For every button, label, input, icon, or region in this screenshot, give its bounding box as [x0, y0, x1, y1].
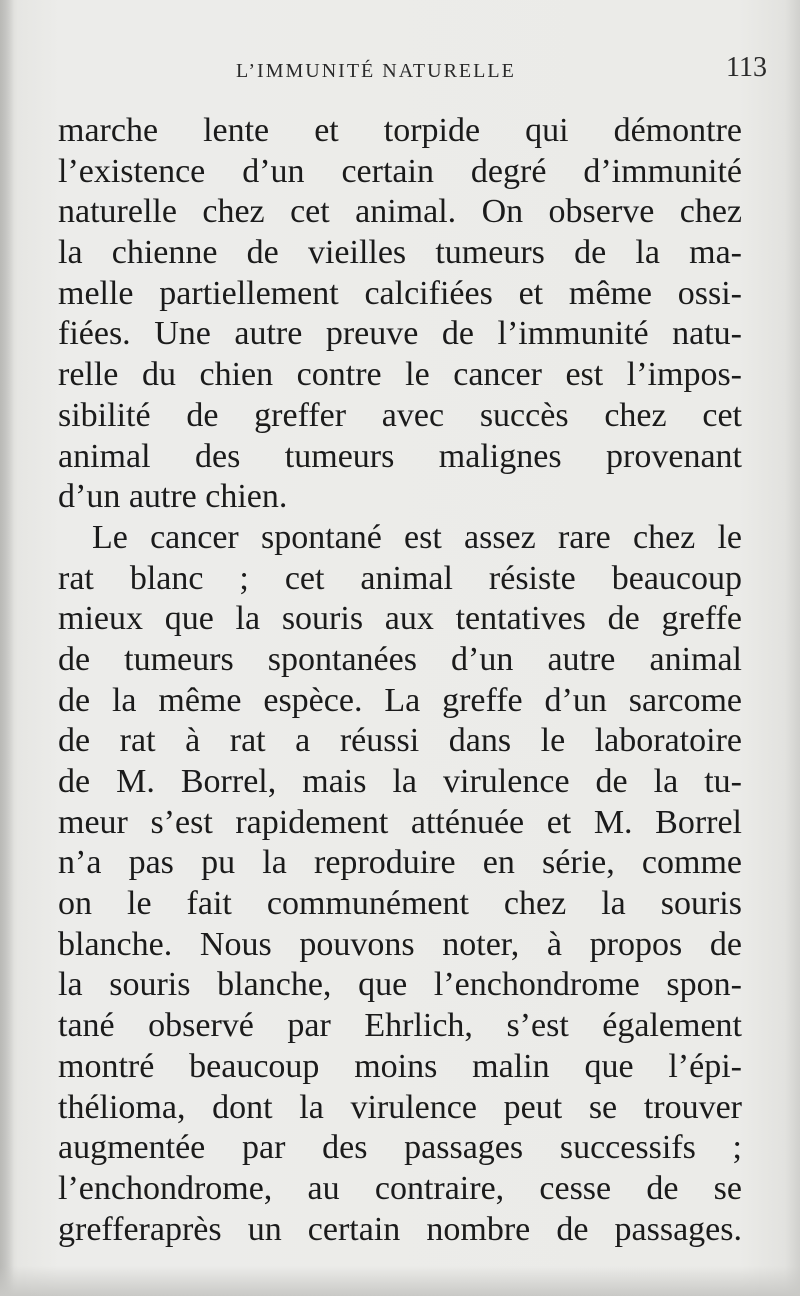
text-line: fiées. Une autre preuve de l’immunité natu-: [58, 315, 742, 353]
text-line: de rat à rat a réussi dans le laboratoire: [58, 722, 742, 760]
text-line: sibilité de greffer avec succès chez cet: [58, 396, 742, 434]
text-line: l’existence d’un certain degré d’immunité: [58, 152, 742, 190]
text-line: relle du chien contre le cancer est l’impos-: [58, 356, 742, 394]
text-line: grefferaprès un certain nombre de passages.: [58, 1210, 742, 1248]
text-line: montré beaucoup moins malin que l’épi-: [58, 1047, 742, 1085]
text-line: la souris blanche, que l’enchondrome spon-: [58, 966, 742, 1004]
text-line: melle partiellement calcifiées et même ossi-: [58, 274, 742, 312]
text-line: de la même espèce. La greffe d’un sarcome: [58, 681, 742, 719]
text-line: tané observé par Ehrlich, s’est également: [58, 1007, 742, 1045]
text-line: de M. Borrel, mais la virulence de la tu-: [58, 763, 742, 800]
text-line: blanche. Nous pouvons noter, à propos de: [58, 925, 742, 963]
text-line: thélioma, dont la virulence peut se trouver: [58, 1088, 742, 1126]
running-title: L’IMMUNITÉ NATURELLE: [236, 60, 516, 82]
text-line: rat blanc ; cet animal résiste beaucoup: [58, 559, 742, 597]
text-line: augmentée par des passages successifs ;: [58, 1129, 742, 1167]
page-bottom-shadow: [0, 1266, 800, 1296]
text-line: on le fait communément chez la souris: [58, 885, 742, 923]
text-line: l’enchondrome, au contraire, cesse de se: [58, 1169, 742, 1207]
text-line: de tumeurs spontanées d’un autre animal: [58, 640, 742, 678]
text-line: mieux que la souris aux tentatives de greffe: [58, 600, 742, 638]
paragraph-end-line: d’un autre chien.: [58, 478, 288, 516]
text-line: marche lente et torpide qui démontre: [58, 112, 742, 149]
text-line: animal des tumeurs malignes provenant: [58, 437, 742, 475]
page-number: 113: [726, 52, 767, 83]
text-line: naturelle chez cet animal. On observe chez: [58, 193, 742, 231]
text-line: la chienne de vieilles tumeurs de la ma-: [58, 234, 742, 272]
text-line: n’a pas pu la reproduire en série, comme: [58, 844, 742, 882]
paragraph-start-line: Le cancer spontané est assez rare chez le: [92, 518, 742, 556]
page-left-shadow: [0, 0, 14, 1296]
body-text: [58, 111, 742, 1250]
text-line: meur s’est rapidement atténuée et M. Borrel: [58, 803, 742, 841]
